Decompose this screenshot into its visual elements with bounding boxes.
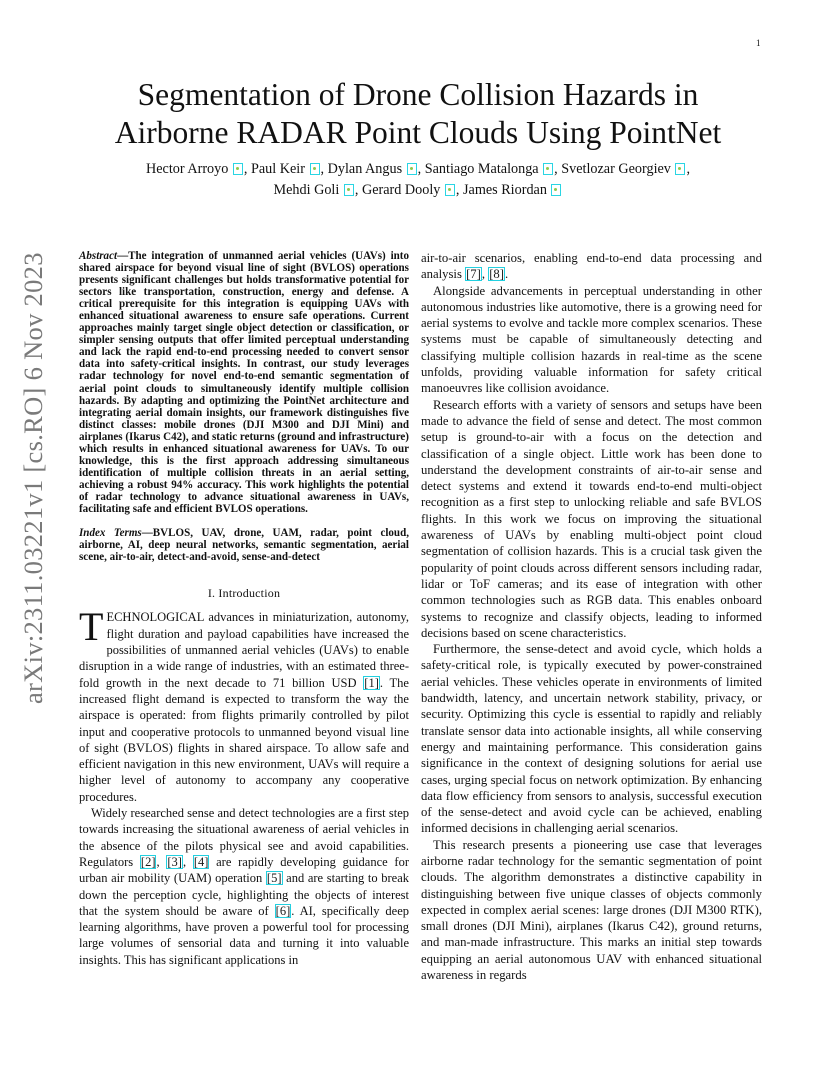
- citation-link[interactable]: [1]: [364, 675, 379, 690]
- drop-cap: T: [79, 604, 104, 650]
- author-name: Mehdi Goli: [273, 182, 340, 198]
- paragraph-text: . AI, specifically deep learning algorithms, have proven a powerful tool for processing large volumes of sensorial data and turning it into valuable insights. This has significant applications in: [79, 903, 409, 967]
- abstract-text: —The integration of unmanned aerial vehicles (UAVs) into shared airspace for beyond visual line of sight (BVLOS) operations presents significant challenges but holds transformative potential for sectors like transportation, construction, energy and defense. A critical prerequisite for this integration is equipping UAVs with enhanced situational awareness to ensure safe operations. Current approaches mainly target single object detection or classification, or simpler sensing outputs that offer limited perceptual understanding and lack the rapid end-to-end processing needed to convert sensor data into safety-critical insights. In contrast, our study leverages radar technology for novel end-to-end semantic segmentation of aerial point clouds to simultaneously identify multiple collision hazards. By adapting and optimizing the PointNet architecture and integrating aerial domain insights, our framework distinguishes five distinct classes: mobile drones (DJI M300 and DJI Mini) and airplanes (Ikarus C42), and static returns (ground and infrastructure) which results in enhanced situational awareness for UAVs. To our knowledge, this is the first approach addressing simultaneous identification of multiple collision threats in an aerial setting, achieving a robust 94% accuracy. This work highlights the potential of radar technology to advance situational awareness in UAVs, facilitating safe and efficient BVLOS operations.: [79, 250, 409, 515]
- index-terms: [79, 527, 409, 563]
- paragraph-text: are rapidly developing guidance for urban air mobility (UAM) operation: [79, 854, 410, 886]
- citation-link[interactable]: [5]: [266, 871, 282, 886]
- arxiv-identifier[interactable]: arXiv:2311.03221v1 [cs.RO] 6 Nov 2023: [18, 252, 48, 704]
- orcid-icon[interactable]: [445, 184, 455, 196]
- paragraph-text: .: [505, 267, 509, 282]
- intro-paragraph-4: Research efforts with a variety of sensors and setups have been made to advance the field of sense and detect. The most common setup is ground-to-air with a focus on the detection and classification of a single object. Little work has been done to understand the development constraints of air-to-air sense and detect systems and extend it towards end-to-end multi-object recognition as a first step to unlocking reliable and safe BVLOS flights. In this work we focus on improving the situational awareness of UAVs by enabling multi-object point cloud segmentation of collision hazards. This is a crucial task given the popularity of point clouds across different sensors including radar, lidar or ToF cameras; and its ease of integration with other common technologies such as RGB data. This enables onboard systems to recognize and classify objects, leading to informed decisions based on scene characteristics.: [421, 397, 762, 640]
- paper-title: [80, 76, 756, 152]
- author-name: Hector Arroyo: [146, 161, 229, 177]
- title-line-2: Airborne RADAR Point Clouds Using PointNet: [114, 115, 722, 150]
- intro-paragraph-6: This research presents a pioneering use case that leverages airborne radar technology for the semantic segmentation of point clouds. The algorithm demonstrates a distinctive capability in distinguishing between five unique classes of objects commonly expected in complex aerial scenes: large drones (DJI M300 RTK), small drones (DJI Mini), airplanes (Ikarus C42), ground returns, and man-made infrastructure. This marks an initial step towards equipping an aerial autonomous UAV with enhanced situational awareness in regards: [421, 837, 762, 983]
- intro-paragraph-1: [79, 604, 409, 805]
- section-heading: I. Introduction: [207, 586, 281, 601]
- author-name: James Riordan: [463, 182, 547, 198]
- orcid-icon[interactable]: [310, 163, 320, 175]
- page-number: 1: [756, 38, 761, 48]
- orcid-icon[interactable]: [675, 163, 685, 175]
- paragraph-text: ,: [182, 854, 193, 869]
- title-line-1: Segmentation of Drone Collision Hazards in: [137, 77, 699, 112]
- intro-paragraph-2-continued: [421, 250, 762, 283]
- paragraph-text: . The increased flight demand is expected to transform the way the airspace is operated: from flights primarily controlled by pilot input and cooperative protocols to unmanned beyond visual line of sight (BVLOS) flights in shared airspace. To allow safe and efficient navigation in this new environment, UAVs will require a higher level of autonomy to accompany any cooperative procedures.: [79, 675, 409, 804]
- right-column: [421, 250, 762, 983]
- author-name: Svetlozar Georgiev: [561, 161, 671, 177]
- index-terms-text: —BVLOS, UAV, drone, UAM, radar, point cloud, airborne, AI, deep neural networks, semantic segmentation, aerial scene, air-to-air, detect-and-avoid, sense-and-detect: [79, 527, 409, 564]
- citation-link[interactable]: [8]: [489, 267, 504, 282]
- orcid-icon[interactable]: [551, 184, 561, 196]
- paragraph-text: Widely researched sense and detect technologies are a first step towards increasing the situational awareness of aerial vehicles in the absence of the pilots physical see and avoid capabilities. Regulators: [79, 806, 409, 869]
- paragraph-text: ,: [481, 267, 489, 282]
- citation-link[interactable]: [2]: [140, 854, 156, 869]
- citation-link[interactable]: [4]: [193, 854, 209, 869]
- orcid-icon[interactable]: [543, 163, 553, 175]
- paragraph-text: ECHNOLOGICAL advances in miniaturization, autonomy, flight duration and payload capabilities have increased the possibilities of unmanned aerial vehicles (UAVs) to enable disruption in a wide range of industries, with an estimated three-fold growth in the next decade to 71 billion USD: [79, 610, 409, 690]
- author-name: Paul Keir: [250, 161, 305, 177]
- paragraph-text: air-to-air scenarios, enabling end-to-end data processing and analysis: [421, 251, 762, 282]
- intro-paragraph-2: [79, 805, 409, 968]
- author-list: Hector Arroyo , Paul Keir , Dylan Angus , Santiago Matalonga , Svetlozar Georgiev , Mehdi Goli , Gerard Dooly , James Riordan: [146, 161, 690, 198]
- intro-paragraph-5: Furthermore, the sense-detect and avoid cycle, which holds a safety-critical role, is typically executed by power-constrained aerial vehicles. These vehicles operate in environments of limited bandwidth, latency, and uncertain network stability, privacy, or security. Optimizing this cycle is essential to rapidly and reliably translate sensor data into actionable insights, all while conserving energy and maintaining performance. This consideration gains significance in the context of designing solutions for aerial use cases, urging special focus on network optimization. By enhancing data flow efficiency from sensors to analysis, successful execution of the sense-detect and avoid cycle can be achieved, enabling informed decisions in challenging aerial scenarios.: [421, 642, 762, 836]
- index-terms-label: Index Terms: [79, 527, 142, 540]
- left-column: [79, 250, 409, 968]
- paragraph-text: ,: [156, 854, 167, 869]
- orcid-icon[interactable]: [344, 184, 354, 196]
- citation-link[interactable]: [7]: [466, 267, 481, 282]
- abstract-label: Abstract: [79, 250, 118, 262]
- abstract: [79, 250, 409, 515]
- orcid-icon[interactable]: [407, 163, 417, 175]
- paragraph-text: and are starting to break down the perception cycle, highlighting the objects of interest that the system should be aware of: [79, 871, 409, 918]
- citation-link[interactable]: [6]: [275, 903, 291, 918]
- author-name: Gerard Dooly: [361, 182, 441, 198]
- author-name: Santiago Matalonga: [424, 161, 539, 177]
- author-name: Dylan Angus: [327, 161, 403, 177]
- intro-paragraph-3: Alongside advancements in perceptual understanding in other autonomous industries like automotive, there is a growing need for aerial systems to evolve and tackle more complex scenarios. These systems must be capable of simultaneously detecting and classifying multiple collision hazards in real-time as the scene unfolds, providing valuable information for safety critical manoeuvres like collision avoidance.: [421, 283, 762, 396]
- citation-link[interactable]: [3]: [167, 854, 182, 869]
- orcid-icon[interactable]: [233, 163, 243, 175]
